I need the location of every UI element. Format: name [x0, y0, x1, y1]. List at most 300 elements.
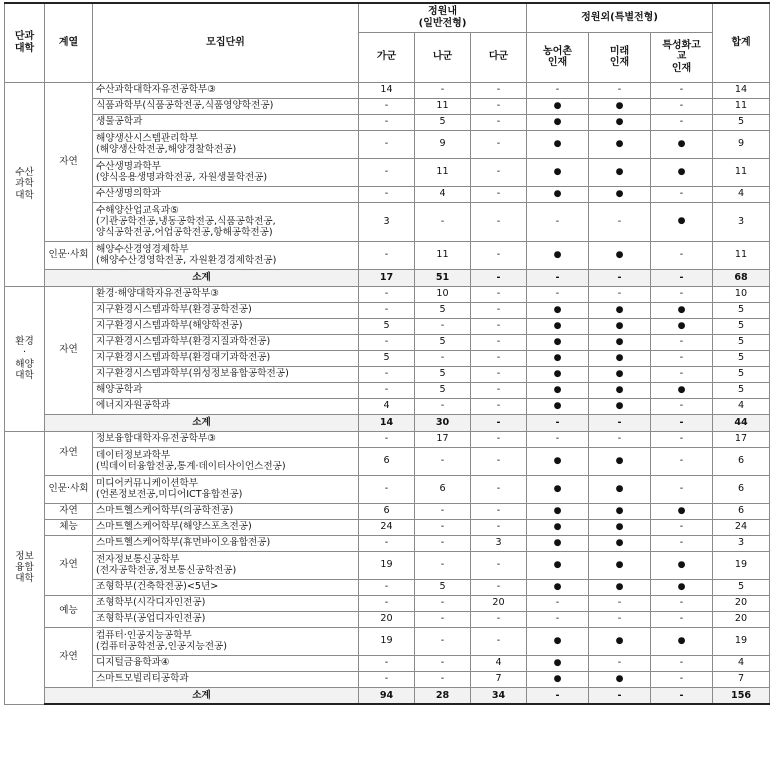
unit-name: 생물공학과 [93, 114, 359, 130]
cell-total: 5 [713, 350, 770, 366]
cell-specialized: ● [651, 318, 713, 334]
field-name: 자연 [45, 503, 93, 519]
subtotal-rural: - [527, 414, 589, 431]
cell-specialized: ● [651, 503, 713, 519]
cell-future: ● [589, 158, 651, 186]
cell-specialized: - [651, 595, 713, 611]
cell-rural: ● [527, 114, 589, 130]
cell-future: - [589, 286, 651, 302]
unit-name: 조형학부(건축학전공)<5년> [93, 579, 359, 595]
unit-name: 스마트헬스케어학부(의공학전공) [93, 503, 359, 519]
cell-specialized: - [651, 447, 713, 475]
cell-future: ● [589, 98, 651, 114]
cell-specialized: - [651, 535, 713, 551]
cell-da: - [471, 475, 527, 503]
header-field: 계열 [45, 3, 93, 82]
cell-da: - [471, 366, 527, 382]
subtotal-da: 34 [471, 687, 527, 704]
cell-da: - [471, 627, 527, 655]
unit-name: 해양생산시스템관리학부 (해양생산학전공,해양경찰학전공) [93, 130, 359, 158]
cell-na: 17 [415, 431, 471, 447]
cell-rural: - [527, 202, 589, 241]
header-special: 정원외(특별전형) [527, 3, 713, 32]
cell-specialized: ● [651, 551, 713, 579]
cell-specialized: - [651, 655, 713, 671]
field-name: 자연 [45, 82, 93, 241]
cell-ga: - [359, 186, 415, 202]
table-row [5, 551, 770, 579]
cell-rural: ● [527, 398, 589, 414]
subtotal-row [5, 269, 770, 286]
cell-na: - [415, 350, 471, 366]
cell-na: - [415, 503, 471, 519]
cell-future: ● [589, 519, 651, 535]
cell-total: 3 [713, 202, 770, 241]
cell-specialized: - [651, 366, 713, 382]
field-name: 자연 [45, 535, 93, 595]
cell-ga: - [359, 334, 415, 350]
cell-na: - [415, 671, 471, 687]
cell-total: 9 [713, 130, 770, 158]
cell-total: 3 [713, 535, 770, 551]
table-row [5, 671, 770, 687]
cell-future: - [589, 611, 651, 627]
college-name: 수산 과학 대학 [5, 82, 45, 286]
cell-rural: - [527, 286, 589, 302]
table-row [5, 334, 770, 350]
cell-specialized: ● [651, 579, 713, 595]
cell-specialized: - [651, 611, 713, 627]
cell-total: 10 [713, 286, 770, 302]
cell-rural: ● [527, 350, 589, 366]
cell-total: 5 [713, 579, 770, 595]
field-name: 자연 [45, 627, 93, 687]
cell-na: - [415, 627, 471, 655]
cell-total: 6 [713, 503, 770, 519]
table-row [5, 350, 770, 366]
cell-na: 11 [415, 158, 471, 186]
cell-ga: - [359, 475, 415, 503]
subtotal-label: 소계 [45, 269, 359, 286]
cell-ga: 6 [359, 503, 415, 519]
cell-na: 10 [415, 286, 471, 302]
cell-na: 4 [415, 186, 471, 202]
cell-specialized: - [651, 241, 713, 269]
cell-total: 17 [713, 431, 770, 447]
cell-future: ● [589, 382, 651, 398]
unit-name: 에너지자원공학과 [93, 398, 359, 414]
cell-da: - [471, 202, 527, 241]
cell-total: 6 [713, 475, 770, 503]
header-regular: 정원내 (일반전형) [359, 3, 527, 32]
cell-rural: ● [527, 158, 589, 186]
cell-da: - [471, 114, 527, 130]
field-name: 인문·사회 [45, 475, 93, 503]
cell-ga: 19 [359, 627, 415, 655]
cell-rural: ● [527, 627, 589, 655]
cell-total: 5 [713, 318, 770, 334]
cell-specialized: ● [651, 302, 713, 318]
subtotal-row [5, 414, 770, 431]
cell-future: ● [589, 579, 651, 595]
cell-future: ● [589, 535, 651, 551]
cell-total: 24 [713, 519, 770, 535]
subtotal-na: 28 [415, 687, 471, 704]
cell-rural: ● [527, 302, 589, 318]
unit-name: 디지털금융학과④ [93, 655, 359, 671]
cell-ga: - [359, 130, 415, 158]
unit-name: 지구환경시스템과학부(해양학전공) [93, 318, 359, 334]
unit-name: 조형학부(공업디자인전공) [93, 611, 359, 627]
cell-ga: - [359, 158, 415, 186]
header-unit: 모집단위 [93, 3, 359, 82]
cell-da: - [471, 579, 527, 595]
cell-da: - [471, 519, 527, 535]
table-row [5, 318, 770, 334]
table-row [5, 611, 770, 627]
cell-da: - [471, 158, 527, 186]
header-specialized: 특성화고 교 인재 [651, 32, 713, 82]
cell-future: ● [589, 551, 651, 579]
cell-ga: 4 [359, 398, 415, 414]
cell-ga: - [359, 302, 415, 318]
table-row [5, 475, 770, 503]
subtotal-ga: 94 [359, 687, 415, 704]
subtotal-rural: - [527, 687, 589, 704]
cell-ga: - [359, 114, 415, 130]
cell-future: ● [589, 366, 651, 382]
unit-name: 스마트헬스케어학부(해양스포츠전공) [93, 519, 359, 535]
cell-ga: - [359, 431, 415, 447]
subtotal-ga: 17 [359, 269, 415, 286]
cell-total: 19 [713, 627, 770, 655]
unit-name: 전자정보통신공학부 (전자공학전공,정보통신공학전공) [93, 551, 359, 579]
cell-rural: ● [527, 186, 589, 202]
field-name: 자연 [45, 286, 93, 414]
cell-ga: 5 [359, 350, 415, 366]
unit-name: 스마트모빌리티공학과 [93, 671, 359, 687]
cell-specialized: ● [651, 130, 713, 158]
unit-name: 지구환경시스템과학부(환경공학전공) [93, 302, 359, 318]
table-row [5, 627, 770, 655]
cell-na: 5 [415, 302, 471, 318]
cell-da: - [471, 82, 527, 98]
cell-future: - [589, 655, 651, 671]
cell-specialized: ● [651, 382, 713, 398]
table-row [5, 202, 770, 241]
unit-name: 지구환경시스템과학부(환경지질과학전공) [93, 334, 359, 350]
cell-da: - [471, 382, 527, 398]
unit-name: 수산생명과학부 (양식응용생명과학전공, 자원생물학전공) [93, 158, 359, 186]
unit-name: 수해양산업교육과⑤ (기관공학전공,냉동공학전공,식품공학전공, 양식공학전공,어업공학전공,항해공학전공) [93, 202, 359, 241]
cell-ga: 19 [359, 551, 415, 579]
table-row [5, 447, 770, 475]
cell-total: 11 [713, 241, 770, 269]
cell-da: 3 [471, 535, 527, 551]
subtotal-total: 44 [713, 414, 770, 431]
cell-specialized: - [651, 286, 713, 302]
subtotal-na: 30 [415, 414, 471, 431]
subtotal-label: 소계 [45, 414, 359, 431]
cell-total: 4 [713, 398, 770, 414]
subtotal-da: - [471, 269, 527, 286]
cell-rural: ● [527, 241, 589, 269]
cell-ga: 5 [359, 318, 415, 334]
header-ga: 가군 [359, 32, 415, 82]
table-row [5, 114, 770, 130]
unit-name: 지구환경시스템과학부(위성정보융합공학전공) [93, 366, 359, 382]
subtotal-future: - [589, 414, 651, 431]
header-rural: 농어촌 인재 [527, 32, 589, 82]
cell-specialized: ● [651, 202, 713, 241]
cell-rural: ● [527, 655, 589, 671]
cell-da: - [471, 186, 527, 202]
cell-da: - [471, 503, 527, 519]
unit-name: 지구환경시스템과학부(환경대기과학전공) [93, 350, 359, 366]
cell-specialized: - [651, 82, 713, 98]
cell-total: 5 [713, 382, 770, 398]
cell-na: - [415, 655, 471, 671]
cell-future: ● [589, 503, 651, 519]
cell-na: - [415, 202, 471, 241]
cell-ga: - [359, 98, 415, 114]
table-row [5, 241, 770, 269]
cell-total: 5 [713, 366, 770, 382]
table-row [5, 398, 770, 414]
cell-na: - [415, 535, 471, 551]
header-total: 합계 [713, 3, 770, 82]
cell-da: 7 [471, 671, 527, 687]
cell-future: - [589, 202, 651, 241]
cell-rural: ● [527, 318, 589, 334]
cell-na: 5 [415, 114, 471, 130]
cell-future: ● [589, 671, 651, 687]
cell-ga: 6 [359, 447, 415, 475]
cell-future: ● [589, 186, 651, 202]
cell-da: - [471, 350, 527, 366]
cell-total: 20 [713, 611, 770, 627]
table-row [5, 579, 770, 595]
subtotal-specialized: - [651, 269, 713, 286]
table-row [5, 535, 770, 551]
subtotal-future: - [589, 269, 651, 286]
field-name: 인문·사회 [45, 241, 93, 269]
cell-specialized: ● [651, 158, 713, 186]
cell-na: 5 [415, 579, 471, 595]
cell-da: - [471, 398, 527, 414]
cell-da: - [471, 98, 527, 114]
header-future: 미래 인재 [589, 32, 651, 82]
subtotal-specialized: - [651, 414, 713, 431]
table-row [5, 595, 770, 611]
cell-future: ● [589, 302, 651, 318]
cell-specialized: - [651, 398, 713, 414]
cell-ga: - [359, 241, 415, 269]
cell-na: - [415, 611, 471, 627]
cell-na: 5 [415, 382, 471, 398]
cell-na: - [415, 595, 471, 611]
college-name: 정보 융합 대학 [5, 431, 45, 704]
cell-specialized: - [651, 334, 713, 350]
cell-future: ● [589, 114, 651, 130]
cell-da: - [471, 286, 527, 302]
unit-name: 컴퓨터·인공지능공학부 (컴퓨터공학전공,인공지능전공) [93, 627, 359, 655]
table-row [5, 382, 770, 398]
subtotal-total: 156 [713, 687, 770, 704]
header-na: 나군 [415, 32, 471, 82]
unit-name: 수산생명의학과 [93, 186, 359, 202]
table-row [5, 82, 770, 98]
cell-total: 4 [713, 655, 770, 671]
table-row [5, 302, 770, 318]
cell-da: 4 [471, 655, 527, 671]
cell-da: - [471, 447, 527, 475]
cell-rural: ● [527, 671, 589, 687]
table-row [5, 130, 770, 158]
cell-specialized: - [651, 186, 713, 202]
cell-specialized: - [651, 431, 713, 447]
unit-name: 미디어커뮤니케이션학부 (언론정보전공,미디어ICT융합전공) [93, 475, 359, 503]
field-name: 자연 [45, 431, 93, 475]
cell-na: 6 [415, 475, 471, 503]
cell-total: 19 [713, 551, 770, 579]
cell-na: 9 [415, 130, 471, 158]
cell-rural: ● [527, 519, 589, 535]
cell-rural: ● [527, 382, 589, 398]
table-row [5, 158, 770, 186]
cell-total: 20 [713, 595, 770, 611]
cell-ga: - [359, 382, 415, 398]
table-row [5, 519, 770, 535]
cell-rural: ● [527, 535, 589, 551]
cell-da: - [471, 334, 527, 350]
cell-rural: ● [527, 98, 589, 114]
cell-rural: ● [527, 447, 589, 475]
cell-da: - [471, 318, 527, 334]
cell-na: 11 [415, 241, 471, 269]
cell-total: 14 [713, 82, 770, 98]
table-row [5, 286, 770, 302]
cell-future: - [589, 595, 651, 611]
field-name: 체능 [45, 519, 93, 535]
cell-da: - [471, 551, 527, 579]
cell-ga: - [359, 671, 415, 687]
table-row [5, 655, 770, 671]
unit-name: 정보융합대학자유전공학부③ [93, 431, 359, 447]
cell-ga: 24 [359, 519, 415, 535]
cell-future: ● [589, 627, 651, 655]
cell-future: ● [589, 398, 651, 414]
cell-total: 5 [713, 334, 770, 350]
cell-rural: ● [527, 475, 589, 503]
cell-na: 5 [415, 366, 471, 382]
cell-da: 20 [471, 595, 527, 611]
table-row [5, 366, 770, 382]
subtotal-label: 소계 [45, 687, 359, 704]
subtotal-specialized: - [651, 687, 713, 704]
cell-future: ● [589, 334, 651, 350]
cell-future: - [589, 82, 651, 98]
unit-name: 데이터정보과학부 (빅데이터융합전공,통계·데이터사이언스전공) [93, 447, 359, 475]
cell-specialized: - [651, 350, 713, 366]
subtotal-total: 68 [713, 269, 770, 286]
cell-da: - [471, 130, 527, 158]
cell-ga: 20 [359, 611, 415, 627]
cell-rural: ● [527, 503, 589, 519]
cell-future: ● [589, 350, 651, 366]
college-name: 환경 · 해양 대학 [5, 286, 45, 431]
cell-na: - [415, 82, 471, 98]
cell-total: 6 [713, 447, 770, 475]
unit-name: 수산과학대학자유전공학부③ [93, 82, 359, 98]
cell-da: - [471, 241, 527, 269]
cell-ga: - [359, 655, 415, 671]
cell-rural: ● [527, 130, 589, 158]
cell-total: 5 [713, 114, 770, 130]
cell-total: 7 [713, 671, 770, 687]
cell-ga: 14 [359, 82, 415, 98]
cell-rural: - [527, 82, 589, 98]
cell-future: ● [589, 130, 651, 158]
cell-na: - [415, 318, 471, 334]
cell-rural: ● [527, 334, 589, 350]
cell-rural: - [527, 431, 589, 447]
cell-total: 11 [713, 158, 770, 186]
cell-ga: - [359, 579, 415, 595]
cell-ga: 3 [359, 202, 415, 241]
unit-name: 식품과학부(식품공학전공,식품영양학전공) [93, 98, 359, 114]
cell-rural: ● [527, 579, 589, 595]
header-da: 다군 [471, 32, 527, 82]
cell-future: ● [589, 318, 651, 334]
cell-na: - [415, 398, 471, 414]
cell-future: ● [589, 475, 651, 503]
cell-specialized: - [651, 114, 713, 130]
cell-na: 5 [415, 334, 471, 350]
cell-future: - [589, 431, 651, 447]
cell-ga: - [359, 286, 415, 302]
cell-total: 11 [713, 98, 770, 114]
cell-specialized: - [651, 475, 713, 503]
cell-total: 5 [713, 302, 770, 318]
unit-name: 스마트헬스케어학부(휴먼바이오융합전공) [93, 535, 359, 551]
table-row [5, 503, 770, 519]
table-row [5, 431, 770, 447]
cell-ga: - [359, 535, 415, 551]
cell-ga: - [359, 366, 415, 382]
unit-name: 해양수산경영경제학부 (해양수산경영학전공, 자원환경경제학전공) [93, 241, 359, 269]
cell-na: - [415, 551, 471, 579]
admission-quota-table [4, 2, 770, 705]
cell-specialized: ● [651, 627, 713, 655]
table-row [5, 186, 770, 202]
table-row [5, 98, 770, 114]
unit-name: 해양공학과 [93, 382, 359, 398]
header-college: 단과 대학 [5, 3, 45, 82]
cell-ga: - [359, 595, 415, 611]
cell-rural: - [527, 595, 589, 611]
cell-rural: ● [527, 551, 589, 579]
subtotal-ga: 14 [359, 414, 415, 431]
unit-name: 조형학부(시각디자인전공) [93, 595, 359, 611]
subtotal-row [5, 687, 770, 704]
unit-name: 환경·해양대학자유전공학부③ [93, 286, 359, 302]
cell-rural: ● [527, 366, 589, 382]
cell-na: - [415, 447, 471, 475]
subtotal-na: 51 [415, 269, 471, 286]
subtotal-da: - [471, 414, 527, 431]
cell-da: - [471, 431, 527, 447]
